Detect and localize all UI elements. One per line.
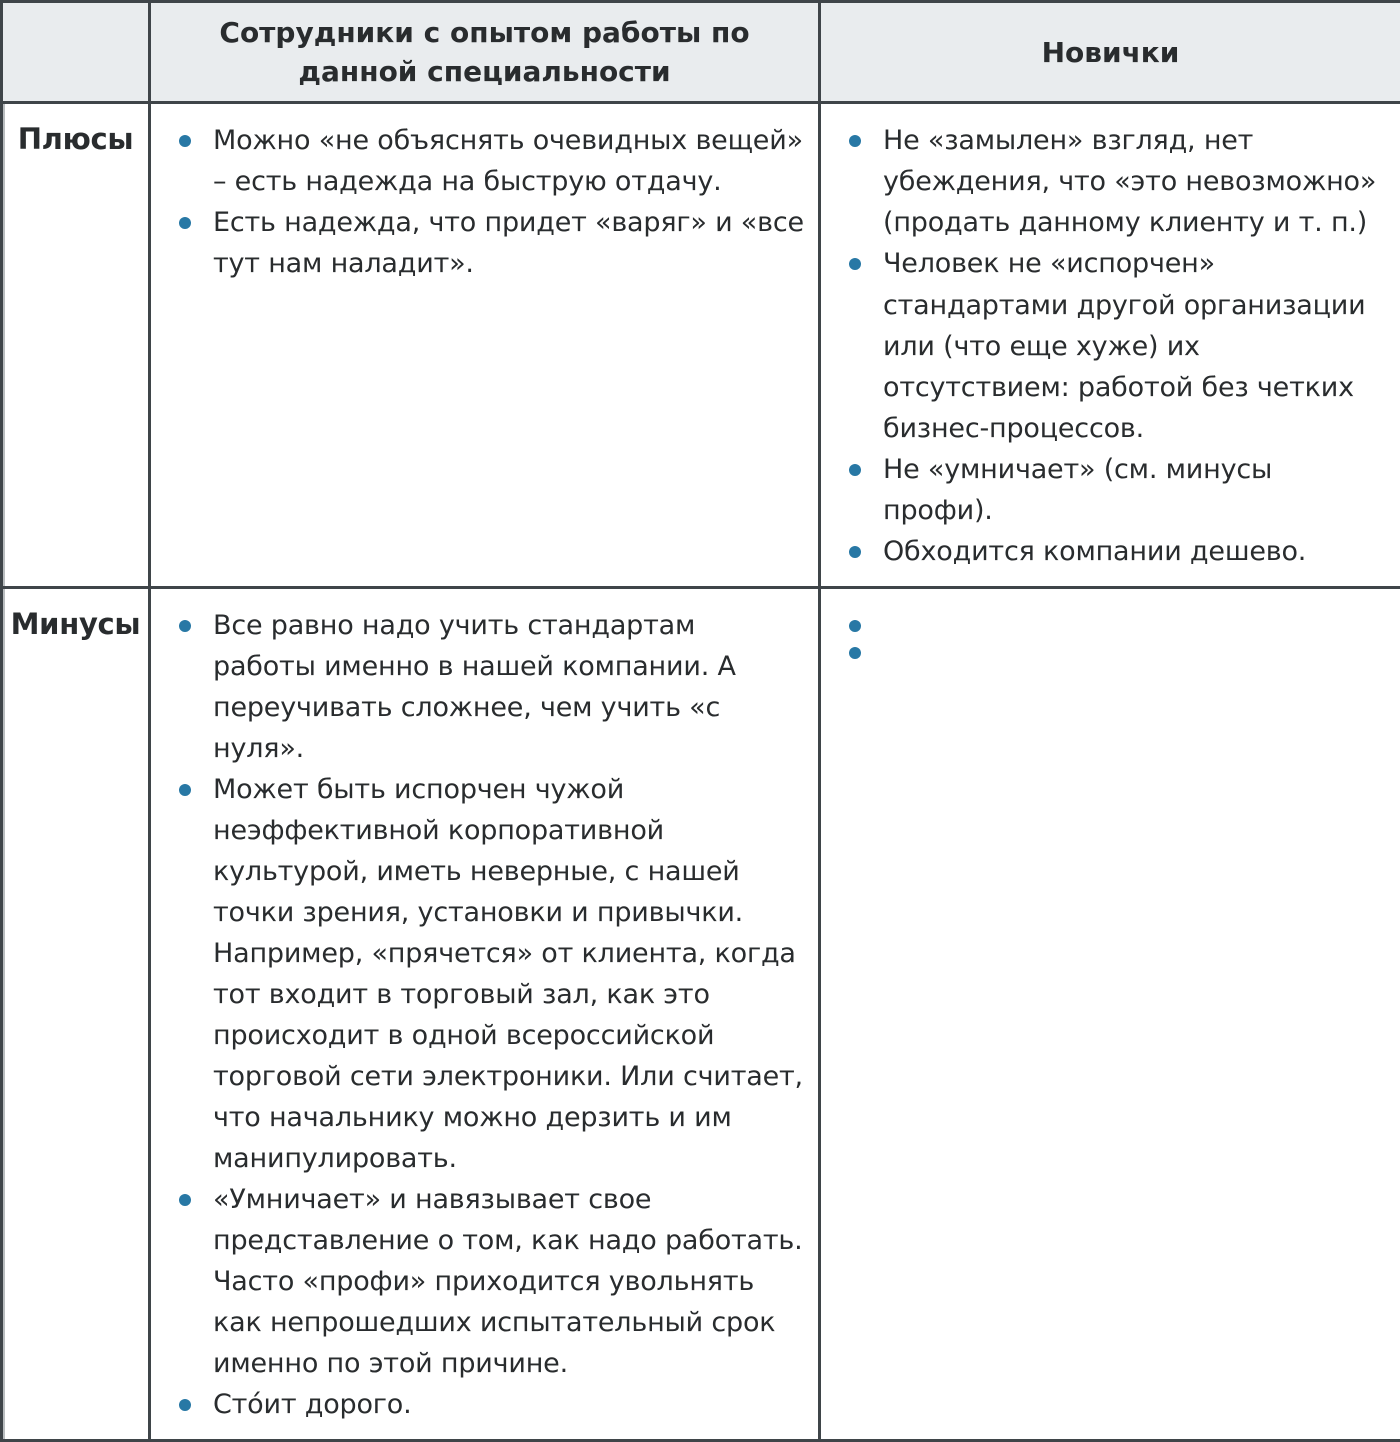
- pros-row-label: Плюсы: [2, 103, 150, 587]
- list-item: [173, 769, 804, 1179]
- bullet-text: Может быть испорчен чужой неэффективной корпоративной культурой, иметь неверные, с нашей точки зрения, установки и привычки. Например, «прячется» от клиента, когда тот входит в торговый зал, как это происходит в одной всероссийской торговой сети электроники. Или считает, что начальнику можно дерзить и им манипулировать.: [213, 769, 804, 1179]
- cons-newcomers-list: [843, 605, 1386, 659]
- header-experienced-cell: Сотрудники с опытом работы по данной специальности: [150, 2, 820, 103]
- list-item: [843, 449, 1386, 531]
- bullet-icon: [179, 784, 191, 796]
- cons-row: [2, 587, 1400, 1441]
- list-item: [173, 1384, 804, 1425]
- bullet-icon: [849, 464, 861, 476]
- bullet-icon: [179, 1194, 191, 1206]
- cons-newcomers-cell: [820, 587, 1400, 1441]
- list-item: [843, 632, 1386, 659]
- cons-experienced-cell: [150, 587, 820, 1441]
- header-newcomers-cell: Новички: [820, 2, 1400, 103]
- pros-row: [2, 103, 1400, 587]
- bullet-text: «Умничает» и навязывает свое представление о том, как надо работать. Часто «профи» приходится увольнять как непрошедших испытательный срок именно по этой причине.: [213, 1179, 804, 1384]
- list-item: [173, 605, 804, 769]
- pros-newcomers-cell: [820, 103, 1400, 587]
- bullet-icon: [849, 647, 861, 659]
- bullet-icon: [179, 1399, 191, 1411]
- bullet-icon: [179, 217, 191, 229]
- bullet-icon: [849, 258, 861, 270]
- list-item: [843, 605, 1386, 632]
- list-item: [843, 243, 1386, 448]
- bullet-text: Можно «не объяснять очевидных вещей» – есть надежда на быструю отдачу.: [213, 120, 804, 202]
- bullet-text: Обходится компании дешево.: [883, 531, 1386, 572]
- bullet-text: Сто́ит дорого.: [213, 1384, 804, 1425]
- cons-row-label: Минусы: [2, 587, 150, 1441]
- list-item: [843, 120, 1386, 243]
- bullet-icon: [849, 546, 861, 558]
- bullet-icon: [179, 620, 191, 632]
- list-item: [173, 1179, 804, 1384]
- header-corner-cell: [2, 2, 150, 103]
- bullet-text: Не «замылен» взгляд, нет убеждения, что «это невозможно» (продать данному клиенту и т. п.): [883, 120, 1386, 243]
- pros-experienced-cell: [150, 103, 820, 587]
- list-item: [843, 531, 1386, 572]
- bullet-text: Есть надежда, что придет «варяг» и «все тут нам наладит».: [213, 202, 804, 284]
- bullet-text: Все равно надо учить стандартам работы именно в нашей компании. А переучивать сложнее, чем учить «с нуля».: [213, 605, 804, 769]
- bullet-text: Не «умничает» (см. минусы профи).: [883, 449, 1386, 531]
- list-item: [173, 202, 804, 284]
- pros-newcomers-list: [843, 120, 1386, 571]
- header-row: [2, 2, 1400, 103]
- cons-experienced-list: [173, 605, 804, 1426]
- bullet-text: Человек не «испорчен» стандартами другой организации или (что еще хуже) их отсутствием: работой без четких бизнес-процессов.: [883, 243, 1386, 448]
- list-item: [173, 120, 804, 202]
- bullet-icon: [849, 135, 861, 147]
- bullet-icon: [179, 135, 191, 147]
- bullet-icon: [849, 620, 861, 632]
- pros-experienced-list: [173, 120, 804, 284]
